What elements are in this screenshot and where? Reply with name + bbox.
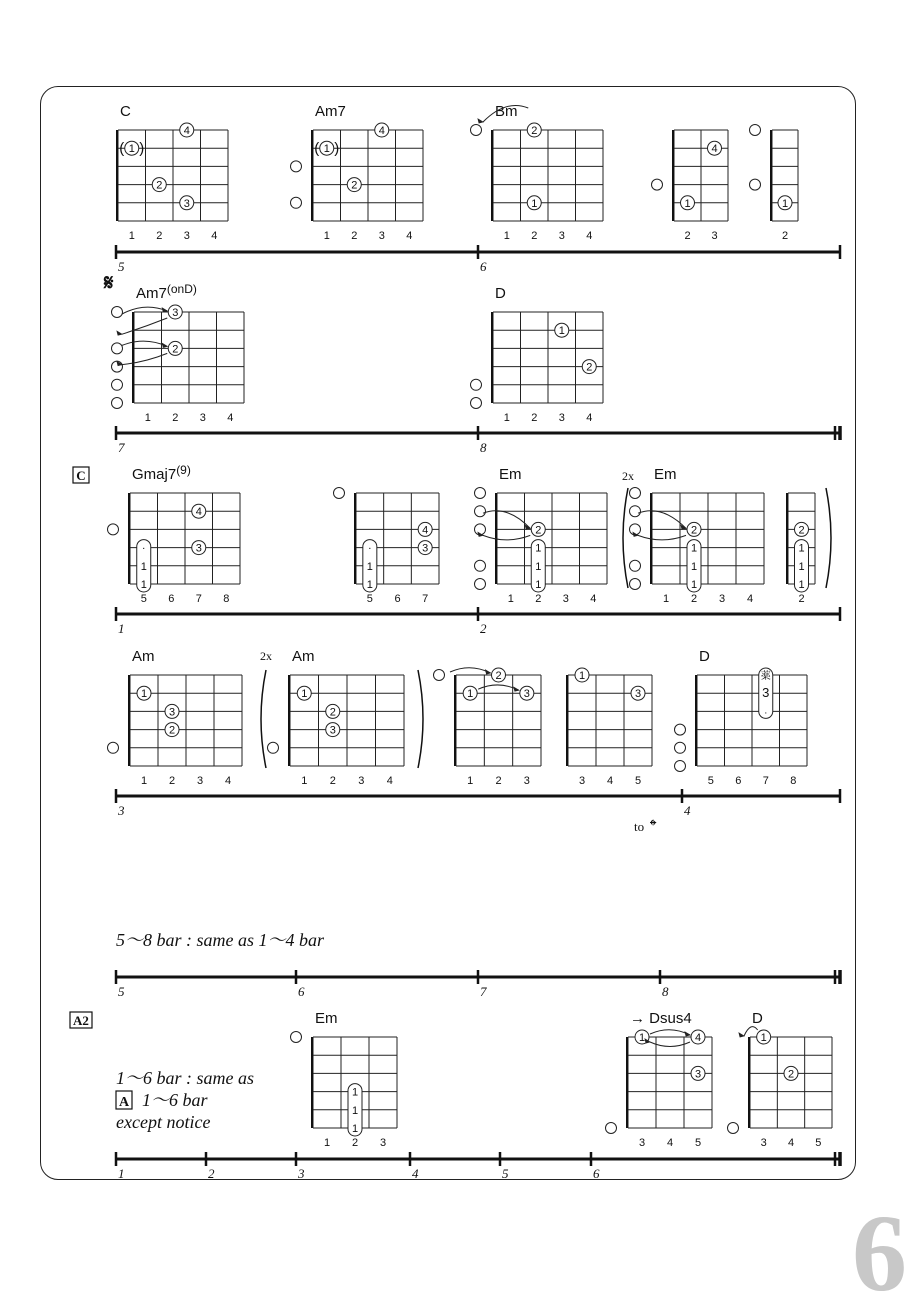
bar-number: 8 — [662, 984, 669, 999]
fret-number: 2 — [535, 593, 542, 605]
fret-number: 3 — [558, 230, 565, 242]
fret-number: 2 — [495, 775, 502, 787]
finger-number: 1 — [558, 325, 565, 338]
bar-number: 3 — [118, 803, 125, 818]
measure-line — [116, 245, 840, 274]
slide-arrow — [638, 535, 686, 540]
barre-finger: 1 — [351, 1123, 359, 1135]
barre-finger: 1 — [366, 560, 373, 573]
bar-number: 1 — [118, 1166, 125, 1181]
fret-number: 6 — [168, 593, 175, 605]
fret-number: 1 — [323, 230, 330, 242]
fret-number: 3 — [523, 775, 530, 787]
fret-number: 2 — [690, 593, 698, 605]
paren: ) — [139, 140, 145, 158]
segno-symbol: 𝄋 — [104, 270, 114, 295]
fret-number: 5 — [140, 593, 147, 605]
fret-number: 3 — [718, 593, 726, 605]
chord-diagram — [291, 1010, 398, 1149]
fret-number: 7 — [195, 593, 202, 605]
bar-number: 3 — [298, 1166, 305, 1181]
finger-number: 3 — [168, 706, 176, 719]
fret-number: 3 — [183, 230, 190, 242]
section-a-reference — [116, 1091, 132, 1110]
slide-arrow — [483, 511, 530, 529]
chord-name: → Dsus4 — [630, 1010, 692, 1027]
fret-number: 3 — [562, 593, 569, 605]
finger-number: 4 — [378, 125, 385, 137]
section-label: A — [118, 1095, 130, 1110]
finger-number: 3 — [195, 542, 202, 555]
open-string-marker — [475, 560, 486, 571]
fret-number: 3 — [558, 412, 565, 424]
chord-name: Em — [654, 466, 677, 483]
open-string-marker — [475, 579, 486, 590]
fret-number: 7 — [422, 593, 429, 605]
fret-number: 2 — [172, 412, 179, 424]
bar-number: 2 — [208, 1166, 215, 1181]
repeat-paren-open — [261, 670, 266, 768]
finger-number: 2 — [329, 706, 336, 719]
fret-number: 3 — [638, 1137, 646, 1149]
barre-finger: 1 — [140, 579, 147, 591]
fret-number: 6 — [394, 593, 401, 605]
fret-number: 7 — [762, 775, 769, 787]
chord-diagram — [334, 488, 440, 606]
barre-finger: 1 — [351, 1104, 359, 1117]
chord-diagram — [787, 493, 815, 605]
finger-number: 3 — [422, 542, 429, 555]
fret-number: 5 — [815, 1137, 822, 1149]
barre-finger: 1 — [351, 1086, 359, 1099]
fret-number: 2 — [531, 230, 538, 242]
open-string-marker — [434, 670, 445, 681]
fret-number: 2 — [684, 230, 691, 242]
open-string-marker — [652, 179, 663, 190]
arrow-head — [117, 331, 122, 335]
fret-number: 1 — [503, 230, 510, 242]
open-string-marker — [108, 742, 119, 753]
open-string-marker — [291, 1032, 302, 1043]
chord-name: Am7 — [315, 103, 346, 120]
open-string-marker — [675, 724, 686, 735]
barre-finger: 1 — [366, 579, 373, 591]
slide-arrow — [483, 535, 530, 540]
fret-number: 4 — [211, 230, 218, 242]
open-string-marker — [630, 579, 641, 590]
repeat-paren-open — [623, 488, 628, 588]
finger-number: 1 — [638, 1032, 646, 1044]
fret-number: 4 — [386, 775, 393, 787]
open-string-marker — [471, 379, 482, 390]
fret-number: 1 — [662, 593, 670, 605]
bar-number: 6 — [593, 1166, 600, 1181]
finger-number: 1 — [684, 197, 691, 210]
fret-number: 2 — [531, 412, 538, 424]
slide-arrow — [122, 353, 167, 364]
chord-diagram — [108, 648, 243, 787]
section-label: A2 — [73, 1013, 89, 1028]
section-c-marker — [73, 467, 89, 483]
fret-number: 1 — [467, 775, 474, 787]
fret-number: 4 — [586, 230, 593, 242]
open-string-marker — [675, 742, 686, 753]
open-string-marker — [630, 560, 641, 571]
fret-number: 1 — [140, 775, 148, 787]
slide-arrow — [450, 668, 491, 673]
open-string-marker — [606, 1123, 617, 1134]
finger-number: 2 — [156, 179, 163, 192]
chord-diagram — [434, 668, 542, 787]
fret-number: 2 — [168, 775, 176, 787]
fret-number: 2 — [798, 593, 805, 605]
fret-number: 4 — [606, 775, 614, 787]
finger-number: 3 — [183, 197, 190, 210]
page-number: 6 — [852, 1192, 907, 1314]
measure-line — [116, 607, 840, 636]
open-string-marker — [728, 1123, 739, 1134]
fret-number: 5 — [634, 775, 642, 787]
open-string-marker — [112, 307, 123, 318]
open-string-marker — [475, 488, 486, 499]
arrow-head — [486, 670, 491, 674]
finger-number: 3 — [634, 688, 642, 701]
fret-number: 1 — [507, 593, 514, 605]
bar-number: 8 — [480, 440, 487, 455]
section-note: except notice — [116, 1112, 211, 1132]
fret-number: 2 — [781, 230, 789, 242]
measure-line — [116, 426, 840, 455]
finger-number: 2 — [690, 524, 698, 537]
finger-number: 4 — [711, 143, 718, 156]
chord-name: Am — [292, 648, 315, 665]
bar-number: 4 — [412, 1166, 419, 1181]
repeat-count: 2x — [622, 469, 634, 483]
chord-diagram — [112, 282, 245, 424]
paren: ( — [119, 140, 125, 158]
fret-number: 3 — [379, 1137, 387, 1149]
fret-number: 3 — [196, 775, 204, 787]
chord-diagram — [750, 125, 799, 243]
chord-diagram — [675, 648, 808, 787]
open-string-marker — [112, 343, 123, 354]
bar-number: 2 — [480, 621, 487, 636]
barre-finger: 1 — [535, 542, 542, 555]
fret-number: 4 — [787, 1137, 795, 1149]
finger-number: 4 — [694, 1032, 702, 1044]
fret-number: 1 — [128, 230, 135, 242]
measure-line — [116, 1152, 840, 1181]
arrow-head — [162, 308, 167, 312]
fret-number: 4 — [227, 412, 234, 424]
bar-number: 5 — [118, 259, 125, 274]
open-string-marker — [291, 197, 302, 208]
fret-number: 4 — [406, 230, 413, 242]
fret-number: 4 — [590, 593, 597, 605]
fret-number: 8 — [223, 593, 230, 605]
fret-number: 4 — [666, 1137, 674, 1149]
chord-name: $Am7^{(onD)}$ — [136, 282, 197, 302]
paren: ) — [334, 140, 340, 158]
finger-number: 3 — [172, 307, 179, 319]
chord-name: Bm — [495, 103, 518, 120]
chord-name: Am — [132, 648, 155, 665]
measure-line — [116, 789, 840, 818]
chord-diagram — [652, 130, 729, 242]
open-string-marker — [471, 398, 482, 409]
arrow-head — [685, 1032, 690, 1036]
fret-number: 1 — [503, 412, 510, 424]
finger-number: 3 — [329, 724, 336, 737]
open-string-marker — [291, 161, 302, 172]
chord-diagram — [567, 668, 652, 787]
fret-number: 2 — [329, 775, 336, 787]
finger-number: 1 — [760, 1032, 767, 1044]
barre-finger: · — [367, 542, 372, 555]
open-string-marker — [268, 742, 279, 753]
finger-number: 2 — [586, 361, 593, 374]
fret-number: 5 — [694, 1137, 702, 1149]
fret-number: 3 — [378, 230, 385, 242]
section-a2-marker — [70, 1012, 92, 1028]
fret-number: 3 — [711, 230, 718, 242]
chord-name: D — [699, 648, 710, 665]
fret-number: 3 — [199, 412, 206, 424]
barre-finger: 1 — [690, 579, 698, 591]
bar-number: 6 — [298, 984, 305, 999]
barre-finger: 1 — [690, 560, 698, 573]
finger-number: 1 — [781, 197, 789, 210]
chord-name: Em — [315, 1010, 338, 1027]
finger-number: 4 — [195, 506, 202, 519]
slide-arrow — [638, 511, 686, 529]
slide-arrow — [122, 307, 167, 314]
open-string-marker — [112, 398, 123, 409]
chord-name: D — [495, 285, 506, 302]
barre-finger: 1 — [798, 542, 805, 555]
chord-diagram — [728, 1010, 833, 1149]
fret-number: 4 — [224, 775, 232, 787]
finger-number: 1 — [140, 688, 148, 701]
open-string-marker — [112, 379, 123, 390]
finger-number: 2 — [531, 125, 538, 137]
finger-number: 1 — [128, 143, 135, 156]
bar-number: 5 — [502, 1166, 509, 1181]
finger-number: 2 — [351, 179, 358, 192]
fret-number: 2 — [351, 1137, 359, 1149]
finger-number: 2 — [168, 724, 176, 737]
fret-number: 1 — [323, 1137, 331, 1149]
open-string-marker — [675, 761, 686, 772]
chord-diagram — [471, 285, 604, 424]
chord-diagram — [291, 103, 424, 242]
fret-number: 1 — [144, 412, 151, 424]
section-label: C — [76, 468, 86, 483]
slide-arrow — [650, 1030, 690, 1035]
repeat-count: 2x — [260, 649, 272, 663]
finger-number: 3 — [523, 688, 530, 701]
chord-diagram — [117, 103, 228, 242]
coda-symbol: 𝄌 — [650, 816, 657, 836]
open-string-marker — [108, 524, 119, 535]
arrow-head — [162, 343, 167, 347]
bar-number: 7 — [118, 440, 125, 455]
finger-number: 2 — [798, 524, 805, 537]
fret-number: 5 — [707, 775, 714, 787]
repeat-paren-close — [826, 488, 831, 588]
repeat-paren-close — [418, 670, 423, 768]
barre-finger: 1 — [690, 542, 698, 555]
open-string-marker — [334, 488, 345, 499]
finger-number: 4 — [183, 125, 190, 137]
chord-diagram — [475, 466, 608, 605]
finger-number: 4 — [422, 524, 429, 537]
finger-number: 1 — [531, 197, 538, 210]
fret-number: 1 — [301, 775, 308, 787]
fret-number: 2 — [156, 230, 163, 242]
finger-number: 2 — [495, 670, 502, 682]
chord-diagram — [268, 648, 405, 787]
harmonic-label: 3 — [762, 685, 770, 701]
fret-number: 5 — [366, 593, 373, 605]
arrow-head — [478, 119, 483, 123]
bar-number: 7 — [480, 984, 487, 999]
barre-finger: · — [141, 542, 146, 555]
fret-number: 2 — [351, 230, 358, 242]
finger-number: 3 — [694, 1068, 702, 1081]
slide-arrow — [122, 318, 167, 334]
barre-finger: 1 — [140, 560, 147, 573]
bar-number: 6 — [480, 259, 487, 274]
fret-number: 3 — [358, 775, 365, 787]
fret-number: 4 — [746, 593, 754, 605]
fret-number: 8 — [790, 775, 797, 787]
chord-name: C — [120, 103, 131, 120]
bar-number: 5 — [118, 984, 125, 999]
measure-line — [116, 970, 840, 999]
section-note: 1〜6 bar — [142, 1090, 208, 1110]
barre-finger: 1 — [535, 579, 542, 591]
fret-number: 3 — [760, 1137, 767, 1149]
chord-name: Gmaj7$^{(9)}$ — [132, 463, 191, 483]
harmonic-label: 薬 — [760, 671, 771, 682]
bar-number: 1 — [118, 621, 125, 636]
slide-arrow — [122, 341, 167, 346]
finger-number: 2 — [172, 343, 179, 356]
bar-number: 4 — [684, 803, 691, 818]
finger-number: 1 — [323, 143, 330, 156]
barre-finger: 1 — [535, 560, 542, 573]
barre-finger: 1 — [798, 579, 805, 591]
open-string-marker — [750, 125, 761, 136]
finger-number: 2 — [787, 1068, 795, 1081]
fret-number: 4 — [586, 412, 593, 424]
open-string-marker — [750, 179, 761, 190]
open-string-marker — [630, 488, 641, 499]
finger-number: 1 — [301, 688, 308, 701]
fret-number: 6 — [735, 775, 742, 787]
open-string-marker — [630, 506, 641, 517]
arrow-head — [739, 1033, 744, 1037]
chord-name: Em — [499, 466, 522, 483]
section-note: 1〜6 bar : same as — [116, 1068, 254, 1088]
coda-text: to — [634, 819, 645, 834]
chord-diagram — [108, 463, 241, 605]
arrow-head — [514, 687, 519, 691]
paren: ( — [314, 140, 320, 158]
slide-arrow — [744, 1027, 758, 1036]
open-string-marker — [475, 506, 486, 517]
barre-finger: 1 — [798, 560, 805, 573]
chord-diagram — [471, 103, 604, 242]
chord-diagram — [630, 466, 765, 605]
finger-number: 2 — [535, 524, 542, 537]
finger-number: 1 — [467, 688, 474, 701]
chord-name: D — [752, 1010, 763, 1027]
open-string-marker — [471, 125, 482, 136]
finger-number: 1 — [578, 670, 586, 682]
fret-number: 3 — [578, 775, 586, 787]
harmonic-label: · — [764, 707, 768, 719]
section-note: 5〜8 bar : same as 1〜4 bar — [116, 930, 325, 950]
chord-diagram — [606, 1010, 713, 1149]
